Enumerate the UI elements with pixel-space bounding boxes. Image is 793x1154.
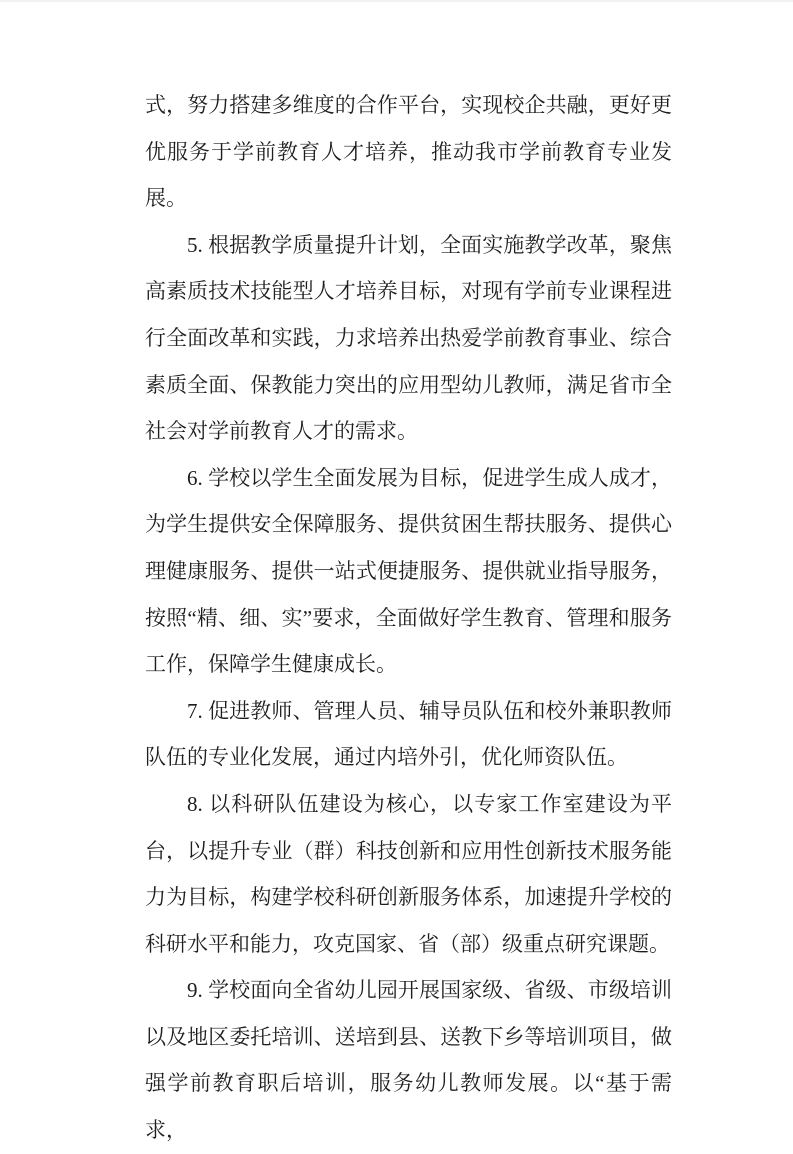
paragraph-item-8: 8. 以科研队伍建设为核心，以专家工作室建设为平台，以提升专业（群）科技创新和应用性创新技术服务能力为目标，构建学校科研创新服务体系，加速提升学校的科研水平和能力，攻克国家、省（部）级重点研究课题。 <box>145 791 672 956</box>
paragraph-item-7: 7. 促进教师、管理人员、辅导员队伍和校外兼职教师队伍的专业化发展，通过内培外引，优化师资队伍。 <box>145 698 672 770</box>
paragraph-item-5: 5. 根据教学质量提升计划，全面实施教学改革，聚焦高素质技术技能型人才培养目标，对现有学前专业课程进行全面改革和实践，力求培养出热爱学前教育事业、综合素质全面、保教能力突出的应用型幼儿教师，满足省市全社会对学前教育人才的需求。 <box>145 232 672 444</box>
paragraph-continuation: 式，努力搭建多维度的合作平台，实现校企共融，更好更优服务于学前教育人才培养，推动我市学前教育专业发展。 <box>145 93 672 211</box>
paragraph-item-9: 9. 学校面向全省幼儿园开展国家级、省级、市级培训以及地区委托培训、送培到县、送教下乡等培训项目，做强学前教育职后培训，服务幼儿教师发展。以“基于需求， <box>145 978 672 1143</box>
paragraph-item-6: 6. 学校以学生全面发展为目标，促进学生成人成才，为学生提供安全保障服务、提供贫困生帮扶服务、提供心理健康服务、提供一站式便捷服务、提供就业指导服务，按照“精、细、实”要求，全面做好学生教育、管理和服务工作，保障学生健康成长。 <box>145 465 672 677</box>
document-body <box>145 82 672 1154</box>
